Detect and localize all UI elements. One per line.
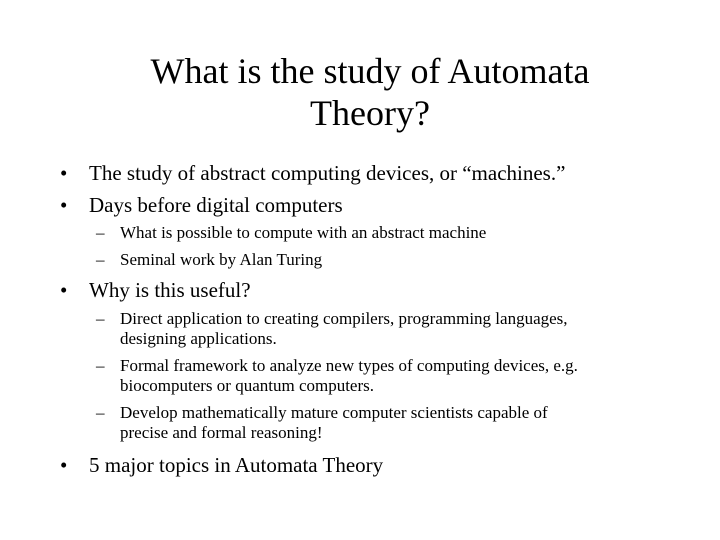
title-line-1: What is the study of Automata [150, 51, 590, 91]
sub-bullet-item [96, 223, 486, 243]
sub-bullet-item [96, 356, 578, 396]
bullet-text: Days before digital computers [89, 193, 343, 217]
sub-bullet-text: Seminal work by Alan Turing [120, 250, 323, 269]
sub-bullet-text-line-1: Formal framework to analyze new types of computing devices, e.g. [120, 356, 578, 375]
bullet-item [60, 193, 343, 217]
sub-bullet-text: What is possible to compute with an abstract machine [120, 223, 487, 242]
bullet-icon: • [60, 193, 68, 217]
dash-icon: – [96, 223, 105, 242]
title-line-2: Theory? [310, 93, 430, 133]
sub-bullet-item [96, 250, 322, 270]
bullet-item [60, 278, 251, 302]
dash-icon: – [96, 356, 105, 375]
sub-bullet-text-line-2: biocomputers or quantum computers. [120, 376, 375, 395]
sub-bullet-text-line-2: designing applications. [120, 329, 277, 348]
slide-title [60, 50, 680, 134]
bullet-icon: • [60, 453, 68, 477]
sub-bullet-item [96, 403, 548, 443]
sub-bullet-text-line-2: precise and formal reasoning! [120, 423, 323, 442]
bullet-item [60, 161, 565, 185]
sub-bullet-text-line-1: Develop mathematically mature computer scientists capable of [120, 403, 548, 422]
bullet-icon: • [60, 161, 68, 185]
bullet-text: Why is this useful? [89, 278, 251, 302]
sub-bullet-item [96, 309, 568, 349]
bullet-text: 5 major topics in Automata Theory [89, 453, 384, 477]
dash-icon: – [96, 309, 105, 328]
dash-icon: – [96, 403, 105, 422]
bullet-icon: • [60, 278, 68, 302]
bullet-item [60, 453, 383, 477]
bullet-text: The study of abstract computing devices, or “machines.” [89, 161, 566, 185]
dash-icon: – [96, 250, 105, 269]
sub-bullet-text-line-1: Direct application to creating compilers, programming languages, [120, 309, 568, 328]
